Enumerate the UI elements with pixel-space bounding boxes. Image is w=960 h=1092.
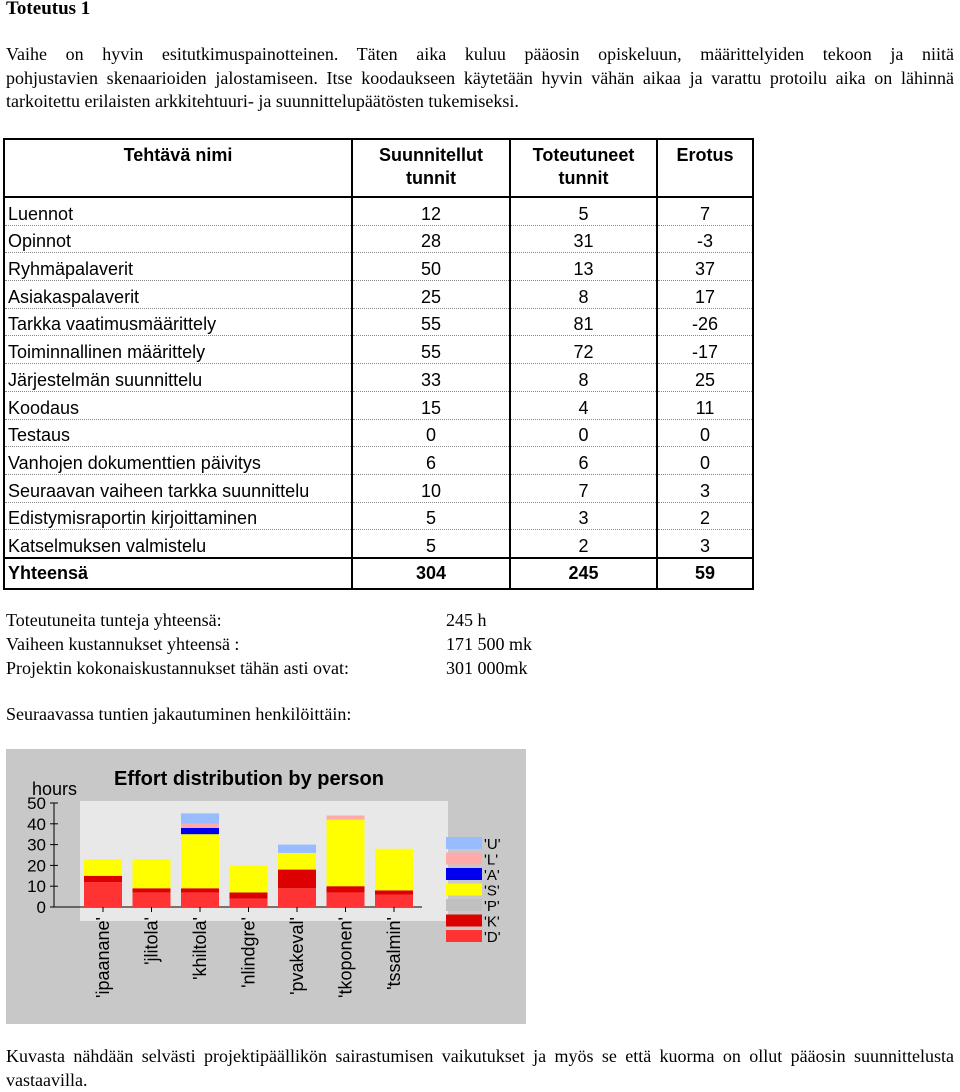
difference-cell: 11: [657, 391, 753, 419]
table-row: [4, 308, 753, 336]
task-name-cell: Opinnot: [4, 225, 352, 253]
task-name-cell: Katselmuksen valmistelu: [4, 530, 352, 558]
planned-hours-cell: 55: [352, 308, 510, 336]
legend-label: 'K': [484, 913, 500, 931]
difference-cell: 0: [657, 419, 753, 447]
x-tick-label: 'tkoponen': [335, 917, 356, 998]
y-tick-label: 20: [27, 856, 46, 876]
x-tick-label: 'jlitola': [141, 917, 162, 965]
bar-segment: [230, 892, 268, 898]
intro-rest: pohjustavien skenaarioiden jalostamiseen. Itse koodaukseen käytetään hyvin vähän aikaa ja varattu protoilu aika on lähinnä tarkoitettu erilaisten arkkitehtuuri- ja suunnittelupäätösten tukemiseksi.: [6, 67, 954, 111]
bar-segment: [181, 813, 219, 823]
legend-label: 'L': [484, 851, 499, 869]
legend-swatch: [446, 930, 482, 942]
actual-hours-cell: 5: [510, 197, 657, 225]
y-tick-label: 40: [27, 814, 46, 834]
legend-label: 'P': [484, 898, 500, 915]
task-name-cell: Koodaus: [4, 391, 352, 419]
table-row: [4, 281, 753, 309]
table-row: [4, 391, 753, 419]
y-tick-label: 0: [36, 898, 46, 917]
effort-chart-svg: [6, 749, 526, 1024]
y-axis-label: hours: [32, 779, 78, 799]
intro-line-1: Vaihe on hyvin esitutkimuspainotteinen. Täten aika kuluu pääosin opiskeluun, määrittelyiden tekoon ja niitä: [6, 44, 954, 64]
actual-hours-cell: 0: [510, 419, 657, 447]
conclusion-paragraph: Kuvasta nähdään selvästi projektipäällikön sairastumisen vaikutukset ja myös se että kuorma on ollut pääosin suunnittelusta vastaavilla.: [6, 1046, 954, 1090]
total-actual-cell: 245: [510, 558, 657, 589]
table-row: [4, 474, 753, 502]
table-row: [4, 502, 753, 530]
planned-hours-cell: 5: [352, 530, 510, 558]
task-name-cell: Vanhojen dokumenttien päivitys: [4, 447, 352, 475]
task-name-cell: Asiakaspalaverit: [4, 281, 352, 309]
table-row: [4, 197, 753, 225]
summary-value: 245 h: [446, 610, 487, 630]
task-name-cell: Edistymisraportin kirjoittaminen: [4, 502, 352, 530]
bar-segment: [327, 892, 365, 907]
table-row: [4, 253, 753, 281]
legend-swatch: [446, 837, 482, 849]
table-row: [4, 419, 753, 447]
bar-segment: [327, 820, 365, 887]
legend-swatch: [446, 884, 482, 896]
planned-hours-cell: 15: [352, 391, 510, 419]
x-tick-label: 'nlindgre': [238, 917, 259, 988]
task-name-cell: Järjestelmän suunnittelu: [4, 364, 352, 392]
total-planned-cell: 304: [352, 558, 510, 589]
x-tick-label: 'ipaanane': [93, 917, 113, 998]
y-tick-label: 10: [27, 877, 46, 897]
summary-label: Toteutuneita tunteja yhteensä:: [6, 610, 222, 630]
difference-cell: 3: [657, 474, 753, 502]
difference-cell: 2: [657, 502, 753, 530]
bar-segment: [230, 899, 268, 907]
distribution-label: Seuraavassa tuntien jakautuminen henkilöittäin:: [6, 704, 352, 724]
table-header-row: [4, 139, 753, 197]
difference-cell: 25: [657, 364, 753, 392]
summary-value: 301 000mk: [446, 658, 528, 678]
difference-cell: 3: [657, 530, 753, 558]
header-actual-hours: Toteutuneet tunnit: [510, 139, 657, 197]
y-tick-label: 50: [27, 794, 46, 813]
legend-swatch: [446, 853, 482, 865]
task-name-cell: Seuraavan vaiheen tarkka suunnittelu: [4, 474, 352, 502]
difference-cell: 37: [657, 253, 753, 281]
difference-cell: -26: [657, 308, 753, 336]
summary-label: Projektin kokonaiskustannukset tähän asti ovat:: [6, 658, 349, 678]
bar-segment: [133, 892, 171, 907]
actual-hours-cell: 72: [510, 336, 657, 364]
planned-hours-cell: 28: [352, 225, 510, 253]
hours-table: [3, 138, 754, 590]
bar-segment: [375, 895, 413, 907]
bar-segment: [327, 886, 365, 892]
task-name-cell: Testaus: [4, 419, 352, 447]
planned-hours-cell: 0: [352, 419, 510, 447]
intro-paragraph: [6, 43, 954, 114]
table-row: [4, 225, 753, 253]
difference-cell: 0: [657, 447, 753, 475]
actual-hours-cell: 81: [510, 308, 657, 336]
bar-segment: [84, 882, 122, 907]
legend-swatch: [446, 868, 482, 880]
task-name-cell: Toiminnallinen määrittely: [4, 336, 352, 364]
bar-segment: [181, 828, 219, 834]
difference-cell: 7: [657, 197, 753, 225]
summary-value: 171 500 mk: [446, 634, 533, 654]
x-tick-label: 'tssalmin': [384, 917, 404, 990]
bar-segment: [84, 876, 122, 882]
bar-segment: [230, 865, 268, 892]
table-row: [4, 530, 753, 558]
planned-hours-cell: 25: [352, 281, 510, 309]
task-name-cell: Tarkka vaatimusmäärittely: [4, 308, 352, 336]
task-name-cell: Luennot: [4, 197, 352, 225]
table-row: [4, 447, 753, 475]
bar-segment: [181, 892, 219, 907]
table-row: [4, 364, 753, 392]
actual-hours-cell: 3: [510, 502, 657, 530]
difference-cell: 17: [657, 281, 753, 309]
planned-hours-cell: 5: [352, 502, 510, 530]
difference-cell: -17: [657, 336, 753, 364]
planned-hours-cell: 12: [352, 197, 510, 225]
bar-segment: [181, 824, 219, 828]
legend-swatch: [446, 915, 482, 927]
bar-segment: [327, 815, 365, 819]
actual-hours-cell: 6: [510, 447, 657, 475]
table-total-row: [4, 558, 753, 589]
chart-title: Effort distribution by person: [114, 768, 384, 790]
planned-hours-cell: 6: [352, 447, 510, 475]
planned-hours-cell: 10: [352, 474, 510, 502]
bar-segment: [133, 859, 171, 888]
legend-label: 'S': [484, 882, 500, 900]
header-planned-hours: Suunnitellut tunnit: [352, 139, 510, 197]
difference-cell: -3: [657, 225, 753, 253]
total-difference-cell: 59: [657, 558, 753, 589]
table-row: [4, 336, 753, 364]
bar-segment: [375, 849, 413, 891]
planned-hours-cell: 50: [352, 253, 510, 281]
actual-hours-cell: 31: [510, 225, 657, 253]
legend-label: 'D': [484, 929, 501, 946]
bar-segment: [181, 888, 219, 892]
effort-chart: [6, 749, 526, 1024]
actual-hours-cell: 13: [510, 253, 657, 281]
actual-hours-cell: 4: [510, 391, 657, 419]
bar-segment: [375, 890, 413, 894]
y-tick-label: 30: [27, 835, 46, 855]
actual-hours-cell: 7: [510, 474, 657, 502]
task-name-cell: Ryhmäpalaverit: [4, 253, 352, 281]
bar-segment: [278, 888, 316, 907]
actual-hours-cell: 8: [510, 364, 657, 392]
bar-segment: [278, 853, 316, 870]
x-tick-label: 'pvakeval': [287, 917, 307, 995]
header-task-name: Tehtävä nimi: [4, 139, 352, 197]
legend-label: 'U': [484, 836, 501, 853]
planned-hours-cell: 33: [352, 364, 510, 392]
header-difference: Erotus: [657, 139, 753, 197]
actual-hours-cell: 8: [510, 281, 657, 309]
section-heading: Toteutus 1: [6, 0, 91, 19]
planned-hours-cell: 55: [352, 336, 510, 364]
bar-segment: [133, 888, 171, 892]
bar-segment: [278, 870, 316, 889]
total-label-cell: Yhteensä: [4, 558, 352, 589]
bar-segment: [181, 834, 219, 888]
legend-label: 'A': [484, 867, 500, 884]
summary-label: Vaiheen kustannukset yhteensä :: [6, 634, 240, 654]
bar-segment: [84, 859, 122, 876]
legend-swatch: [446, 899, 482, 911]
x-tick-label: 'khiltola': [190, 917, 210, 980]
bar-segment: [278, 845, 316, 853]
actual-hours-cell: 2: [510, 530, 657, 558]
